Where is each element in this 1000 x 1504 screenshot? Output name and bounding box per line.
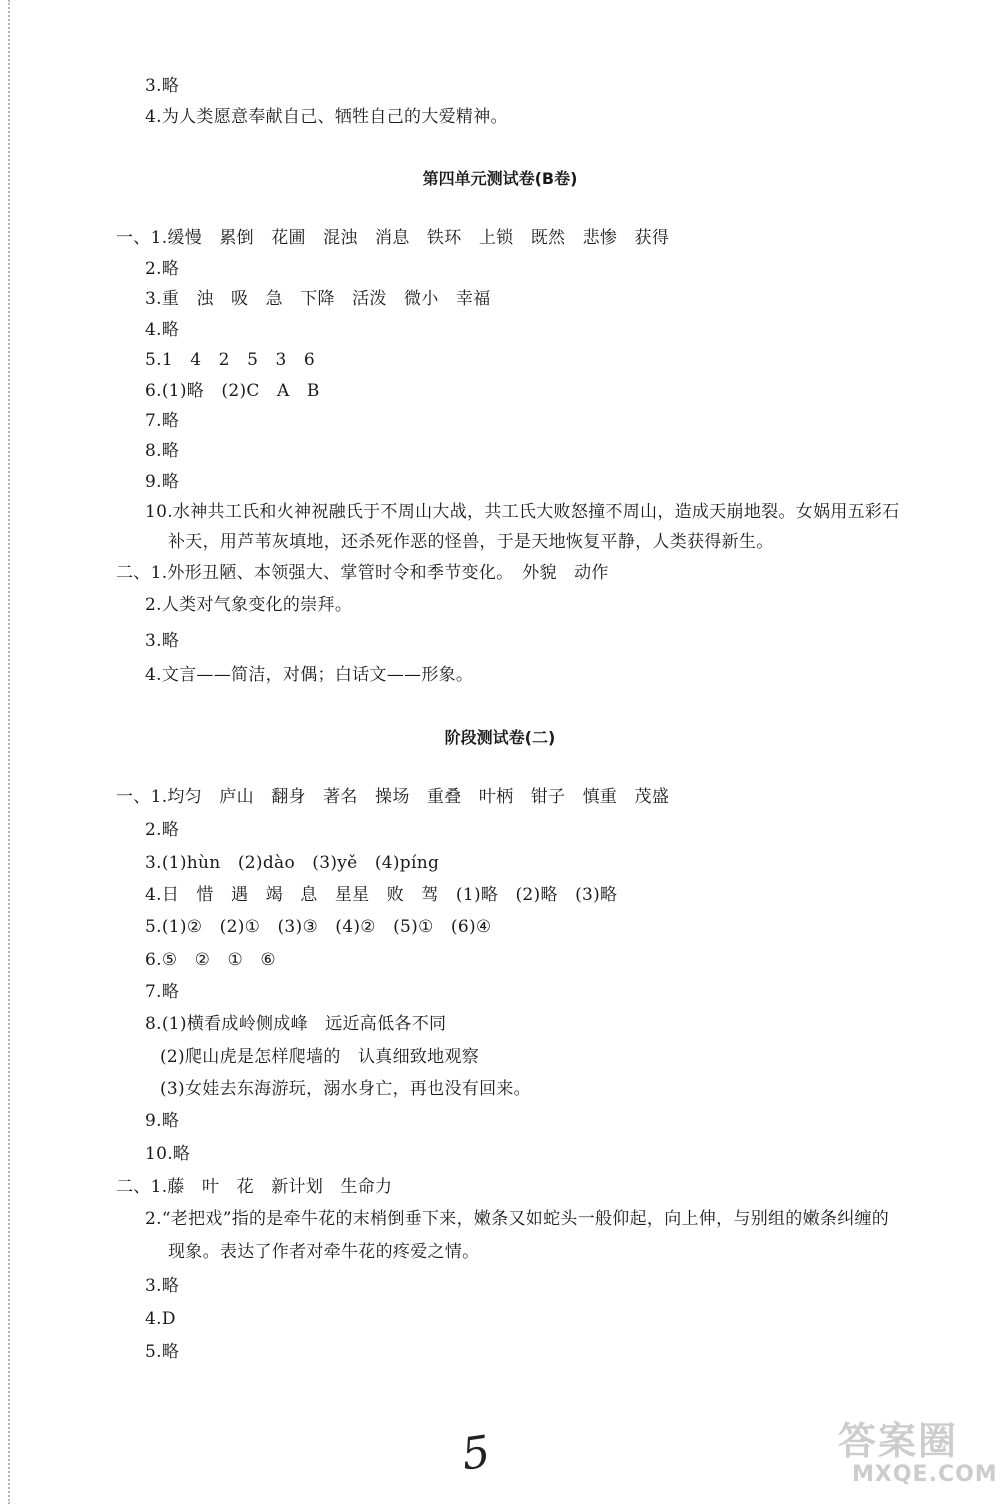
answer-line: 10.水神共工氏和火神祝融氏于不周山大战，共工氏大败怒撞不周山，造成天崩地裂。女娲用五彩石 xyxy=(145,502,900,522)
answer-line: 6.⑤ ② ① ⑥ xyxy=(145,950,276,970)
answer-line: 一、1.均匀 庐山 翻身 著名 操场 重叠 叶柄 钳子 慎重 茂盛 xyxy=(116,787,670,807)
answer-line: 8.略 xyxy=(145,441,180,461)
answer-line: 8.(1)横看成岭侧成峰 远近高低各不同 xyxy=(145,1014,447,1034)
answer-line: 2.“老把戏”指的是牵牛花的末梢倒垂下来，嫩条又如蛇头一般仰起，向上伸，与别组的嫩条纠缠的 xyxy=(145,1209,890,1229)
answer-line: 3.略 xyxy=(145,631,180,651)
section-title-unit4b: 第四单元测试卷(B卷) xyxy=(422,169,578,188)
answer-line: 10.略 xyxy=(145,1144,191,1164)
answer-line: 现象。表达了作者对牵牛花的疼爱之情。 xyxy=(168,1242,480,1262)
answer-line: 9.略 xyxy=(145,472,180,492)
answer-line: 2.略 xyxy=(145,259,180,279)
answer-line: 3.重 浊 吸 急 下降 活泼 微小 幸福 xyxy=(145,289,491,309)
answer-line: 7.略 xyxy=(145,982,180,1002)
answer-line: 3.略 xyxy=(145,76,180,96)
answer-line: 补天，用芦苇灰填地，还杀死作恶的怪兽，于是天地恢复平静，人类获得新生。 xyxy=(168,532,774,552)
answer-line: 4.为人类愿意奉献自己、牺牲自己的大爱精神。 xyxy=(145,107,508,127)
answer-line: 4.日 惜 遇 竭 息 星星 败 驾 (1)略 (2)略 (3)略 xyxy=(145,885,618,905)
page-number: 5 xyxy=(458,1426,494,1481)
watermark-url: MXQE.COM xyxy=(852,1462,998,1487)
answer-line: 4.文言——简洁，对偶；白话文——形象。 xyxy=(145,665,474,685)
answer-line: 5.略 xyxy=(145,1342,180,1362)
answer-line: 3.(1)hùn (2)dào (3)yě (4)píng xyxy=(145,853,440,873)
answer-line: 二、1.藤 叶 花 新计划 生命力 xyxy=(116,1177,393,1197)
answer-line: 5.1 4 2 5 3 6 xyxy=(145,350,316,370)
answer-line: (3)女娃去东海游玩，溺水身亡，再也没有回来。 xyxy=(160,1079,531,1099)
watermark-logo-text: 答案圈 xyxy=(838,1419,959,1463)
answer-line: 5.(1)② (2)① (3)③ (4)② (5)① (6)④ xyxy=(145,917,492,937)
section-title-stage2: 阶段测试卷(二) xyxy=(444,728,556,747)
answer-line: (2)爬山虎是怎样爬墙的 认真细致地观察 xyxy=(160,1047,480,1067)
binding-margin xyxy=(8,0,10,1504)
answer-line: 9.略 xyxy=(145,1111,180,1131)
answer-line: 4.略 xyxy=(145,320,180,340)
answer-line: 二、1.外形丑陋、本领强大、掌管时令和季节变化。 外貌 动作 xyxy=(116,563,609,583)
answer-line: 6.(1)略 (2)C A B xyxy=(145,381,320,401)
answer-line: 一、1.缓慢 累倒 花圃 混浊 消息 铁环 上锁 既然 悲惨 获得 xyxy=(116,228,670,248)
answer-line: 2.略 xyxy=(145,820,180,840)
answer-line: 3.略 xyxy=(145,1276,180,1296)
answer-line: 4.D xyxy=(145,1309,176,1329)
answer-line: 2.人类对气象变化的崇拜。 xyxy=(145,595,353,615)
watermark-logo xyxy=(838,1410,998,1500)
answer-line: 7.略 xyxy=(145,411,180,431)
